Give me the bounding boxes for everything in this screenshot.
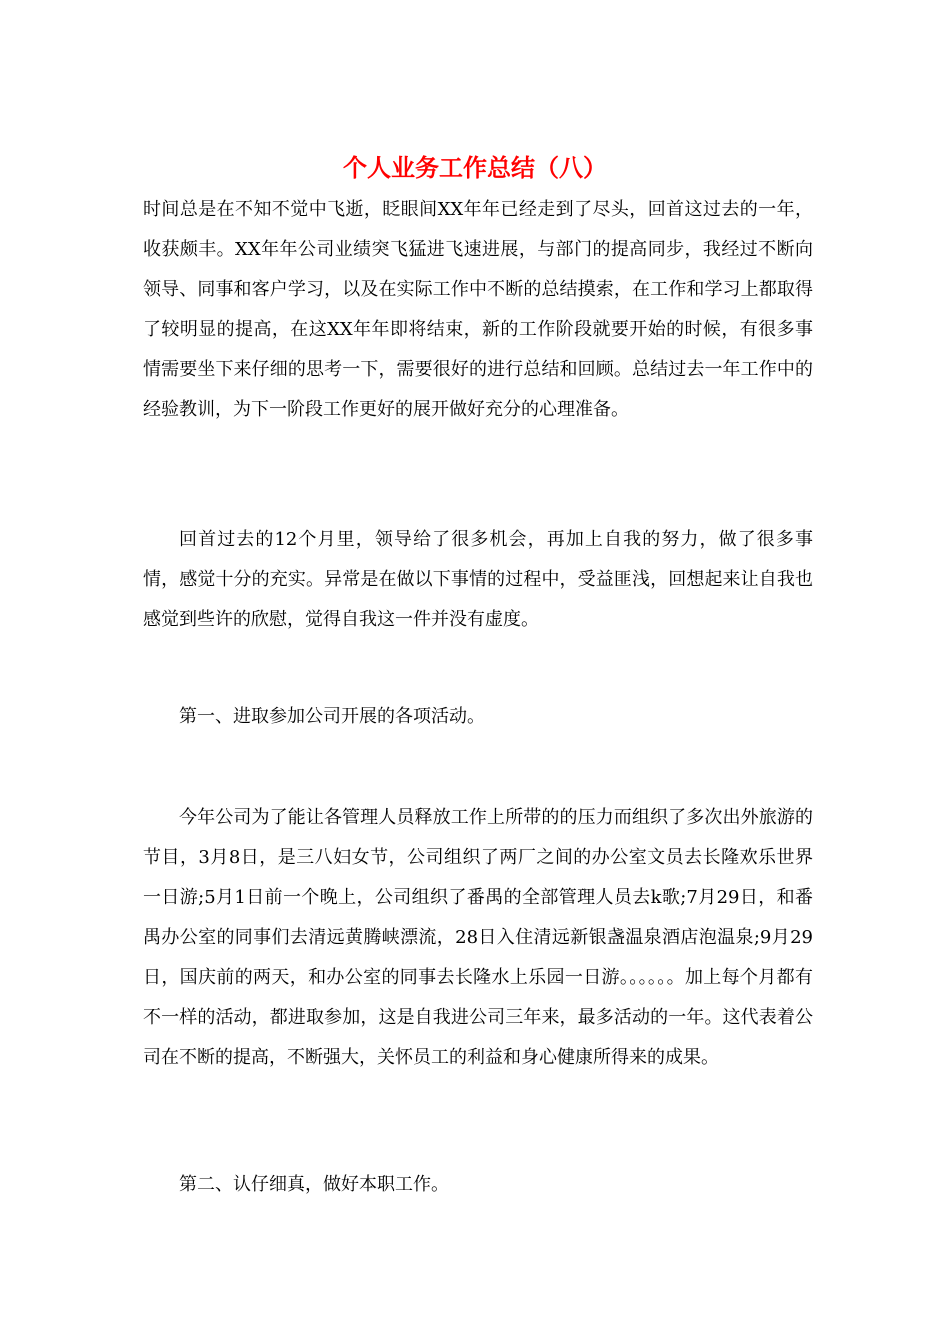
paragraph-activities: 今年公司为了能让各管理人员释放工作上所带的的压力而组织了多次出外旅游的节目，3月8日，是三八妇女节，公司组织了两厂之间的办公室文员去长隆欢乐世界一日游;5月1日前一个晚上，公司组织了番禺的全部管理人员去k歌;7月29日，和番禺办公室的同事们去清远黄腾峡漂流，28日入住清远新银盏温泉酒店泡温泉;9月29日，国庆前的两天，和办公室的同事去长隆水上乐园一日游。。。。。。加上每个月都有不一样的活动，都进取参加，这是自我进公司三年来，最多活动的一年。这代表着公司在不断的提高，不断强大，关怀员工的利益和身心健康所得来的成果。 — [143, 807, 813, 1068]
paragraph-review: 回首过去的12个月里，领导给了很多机会，再加上自我的努力，做了很多事情，感觉十分的充实。异常是在做以下事情的过程中，受益匪浅，回想起来让自我也感觉到些许的欣慰，觉得自我这一件并没有虚度。 — [143, 529, 813, 630]
paragraph-intro: 时间总是在不知不觉中飞逝，眨眼间XX年年已经走到了尽头，回首这过去的一年，收获颇丰。XX年年公司业绩突飞猛进飞速进展，与部门的提高同步，我经过不断向领导、同事和客户学习，以及在实际工作中不断的总结摸索，在工作和学习上都取得了较明显的提高，在这XX年年即将结束，新的工作阶段就要开始的时候，有很多事情需要坐下来仔细的思考一下，需要很好的进行总结和回顾。总结过去一年工作中的经验教训，为下一阶段工作更好的展开做好充分的心理准备。 — [143, 199, 813, 420]
section-heading-two: 第二、认仔细真，做好本职工作。 — [179, 1174, 449, 1195]
document-title: 个人业务工作总结（八） — [343, 153, 607, 182]
section-heading-one: 第一、进取参加公司开展的各项活动。 — [179, 706, 485, 727]
